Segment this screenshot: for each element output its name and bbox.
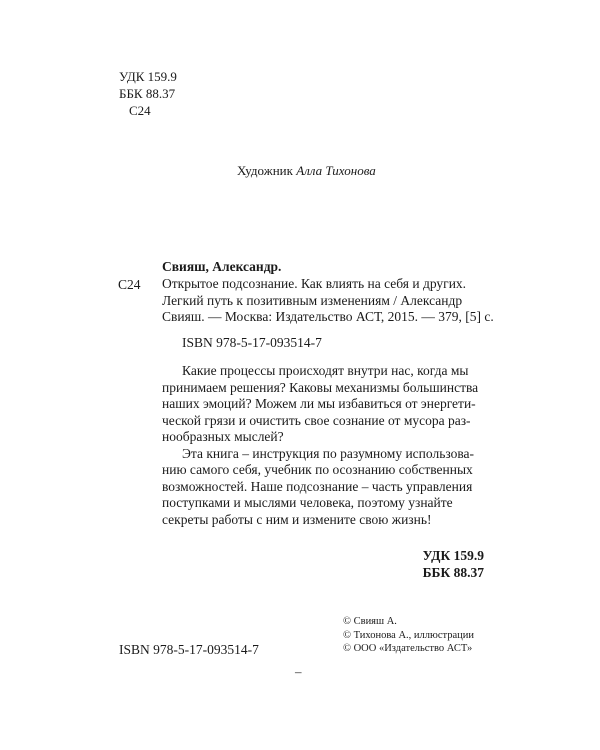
annotation-line: секреты работы с ним и измените свою жизнь! bbox=[162, 511, 432, 527]
record-isbn: ISBN 978-5-17-093514-7 bbox=[182, 335, 322, 350]
annotation-line: нию самого себя, учебник по осознанию собственных bbox=[162, 462, 473, 477]
record-author-mark: С24 bbox=[118, 277, 141, 292]
annotation-line: нообразных мыслей? bbox=[162, 429, 284, 444]
biblio-line: Свияш. — Москва: Издательство АСТ, 2015. — 379, [5] с. bbox=[162, 309, 494, 324]
annotation-line: Эта книга – инструкция по разумному использова- bbox=[182, 445, 475, 461]
copyright-line: © Тихонова А., иллюстрации bbox=[343, 629, 474, 641]
top-classification-codes bbox=[119, 68, 177, 119]
bibliographic-description bbox=[162, 276, 494, 326]
bbk-code: ББК 88.37 bbox=[119, 86, 176, 101]
annotation-line: наших эмоций? Можем ли мы избавиться от энергети- bbox=[162, 396, 476, 411]
page-mark: – bbox=[295, 664, 302, 679]
biblio-line: Открытое подсознание. Как влиять на себя и других. bbox=[162, 276, 467, 291]
annotation-text bbox=[162, 363, 484, 528]
udk-code: УДК 159.9 bbox=[119, 69, 177, 84]
copyright-line: © Свияш А. bbox=[343, 616, 397, 627]
annotation-line: возможностей. Наше подсознание – часть управления bbox=[162, 478, 473, 494]
record-author: Свияш, Александр. bbox=[162, 259, 282, 274]
bbk-code-bottom: ББК 88.37 bbox=[422, 565, 484, 580]
annotation-line: принимаем решения? Каковы механизмы большинства bbox=[162, 379, 479, 395]
udk-code-bottom: УДК 159.9 bbox=[422, 548, 484, 563]
copyright-notices bbox=[343, 615, 474, 656]
artist-credit bbox=[237, 163, 376, 179]
annotation-line: поступками и мыслями человека, поэтому узнайте bbox=[162, 495, 453, 510]
artist-label: Художник bbox=[237, 163, 293, 178]
isbn-bottom: ISBN 978-5-17-093514-7 bbox=[119, 642, 259, 657]
annotation-line: Какие процессы происходят внутри нас, когда мы bbox=[182, 363, 469, 378]
biblio-line: Легкий путь к позитивным изменениям / Александр bbox=[162, 292, 463, 308]
copyright-line: © ООО «Издательство АСТ» bbox=[343, 643, 473, 654]
artist-name: Алла Тихонова bbox=[296, 163, 376, 178]
annotation-line: ческой грязи и очистить свое сознание от мусора раз- bbox=[162, 412, 471, 428]
bottom-classification-codes bbox=[396, 547, 484, 581]
author-mark-top: С24 bbox=[129, 103, 151, 118]
